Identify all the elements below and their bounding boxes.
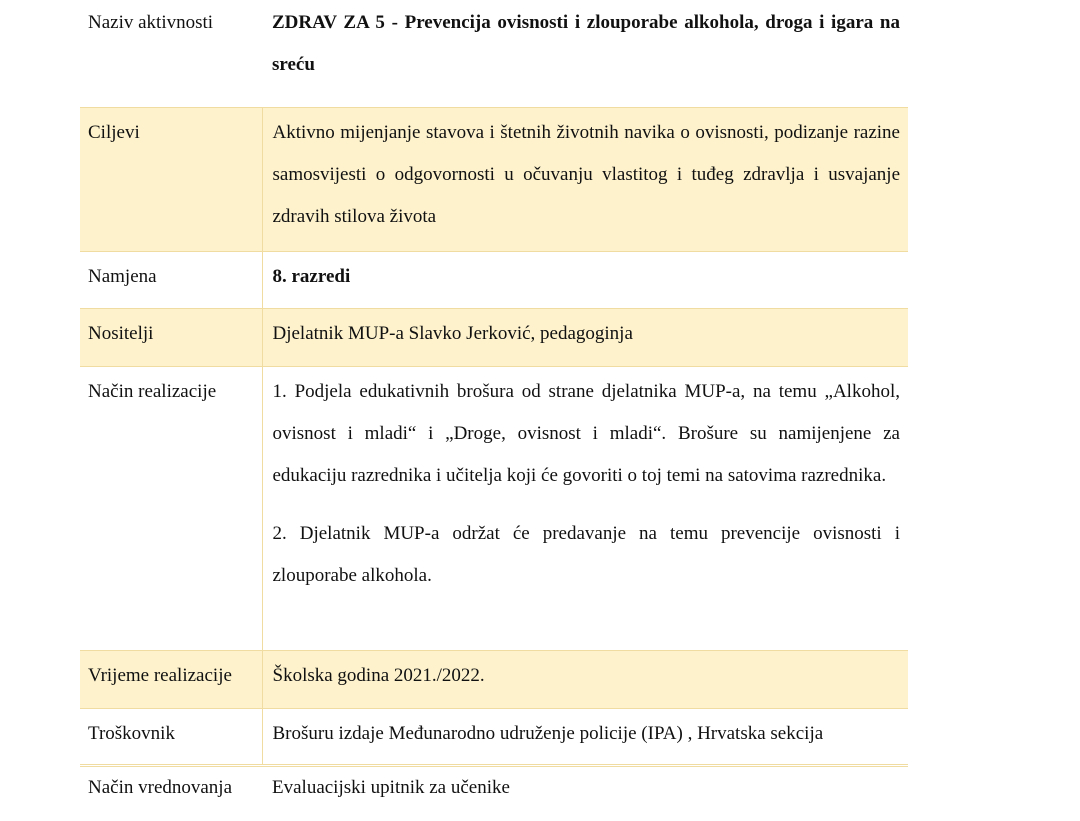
row-label: Troškovnik [80,708,262,765]
activity-table [80,0,908,815]
row-value [262,107,908,251]
row-namjena [80,251,908,308]
row-value [262,308,908,366]
row-paragraph: ZDRAV ZA 5 - Prevencija ovisnosti i zlouporabe alkohola, droga i igara na sreću [272,12,900,75]
row-paragraph: Školska godina 2021./2022. [272,664,485,686]
row-label: Ciljevi [80,107,262,251]
row-troskovnik [80,708,908,765]
row-nositelji [80,308,908,366]
row-paragraph: Aktivno mijenjanje stavova i štetnih životnih navika o ovisnosti, podizanje razine samosvijesti o odgovornosti u očuvanju vlastitog i tuđeg zdravlja i usvajanje zdravih stilova života [272,121,900,227]
row-paragraph: Evaluacijski upitnik za učenike [272,776,510,798]
row-label: Namjena [80,251,262,308]
row-nacin-vrednovanja [80,765,908,815]
row-label: Način vrednovanja [80,765,262,815]
row-value [262,0,908,107]
row-label: Vrijeme realizacije [80,650,262,708]
row-paragraph: 8. razredi [272,265,351,287]
row-naziv-aktivnosti [80,0,908,107]
row-nacin-realizacije [80,366,908,650]
row-value [262,765,908,815]
row-paragraph: Brošuru izdaje Međunarodno udruženje policije (IPA) , Hrvatska sekcija [272,722,824,744]
row-ciljevi [80,107,908,251]
row-value [262,708,908,765]
row-vrijeme-realizacije [80,650,908,708]
row-label: Naziv aktivnosti [80,0,262,107]
row-label: Nositelji [80,308,262,366]
row-label: Način realizacije [80,366,262,650]
row-paragraph: 2. Djelatnik MUP-a održat će predavanje na temu prevencije ovisnosti i zlouporabe alkohola. [272,522,900,586]
row-paragraph: 1. Podjela edukativnih brošura od strane djelatnika MUP-a, na temu „Alkohol, ovisnost i mladi“ i „Droge, ovisnost i mladi“. Brošure su namijenjene za edukaciju razrednika i učitelja koji će govoriti o toj temi na satovima razrednika. [272,380,900,486]
row-value [262,251,908,308]
row-paragraph: Djelatnik MUP-a Slavko Jerković, pedagoginja [272,322,633,344]
row-value [262,366,908,650]
row-value [262,650,908,708]
